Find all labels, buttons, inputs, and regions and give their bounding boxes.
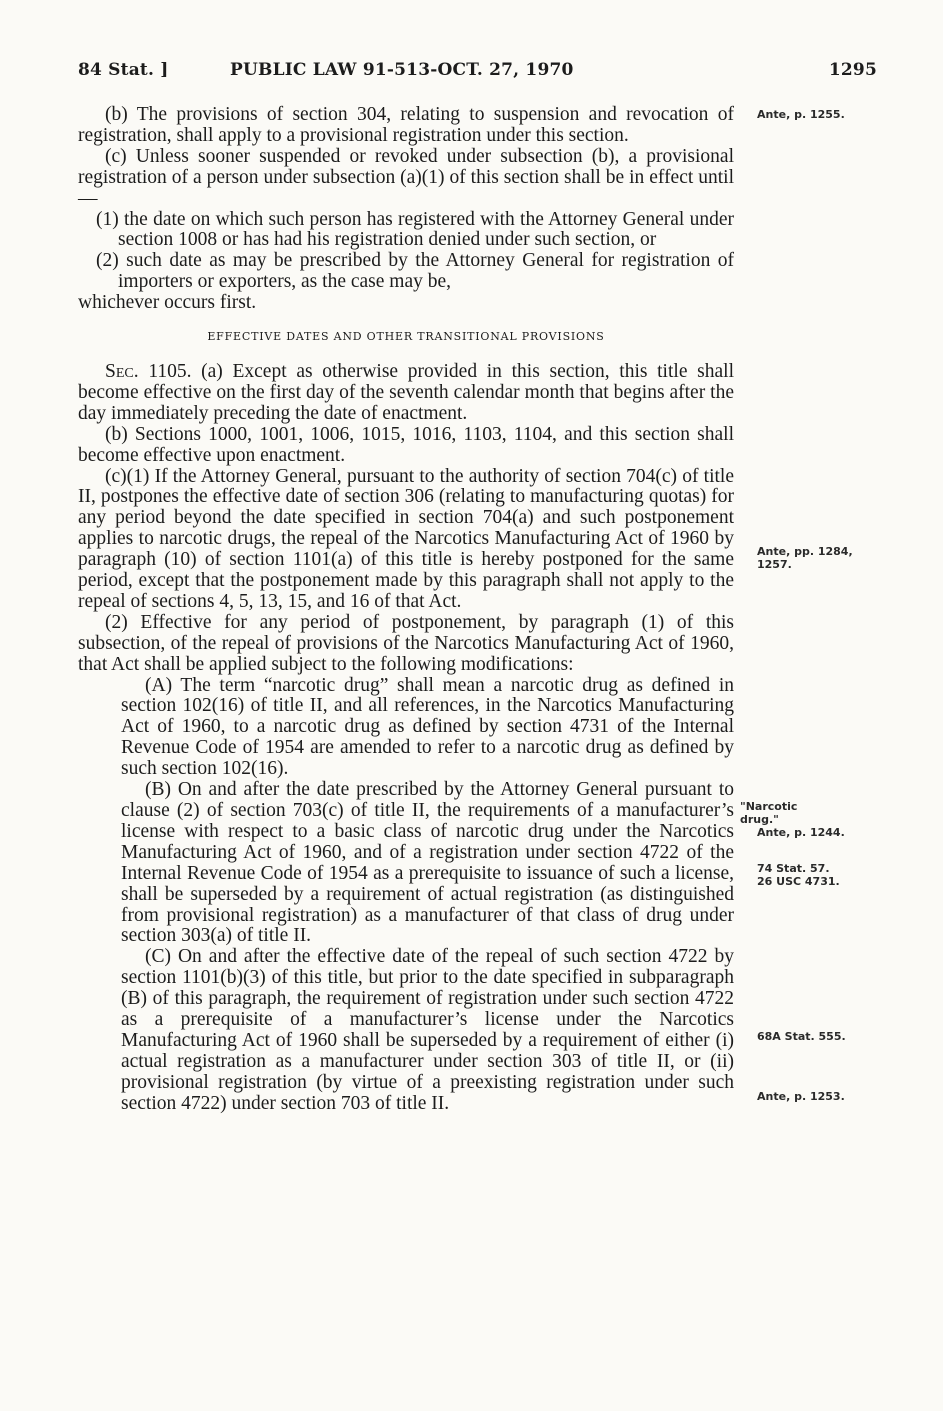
- header-volume: 84 Stat. ]: [78, 60, 169, 80]
- section-1105-b: (b) Sections 1000, 1001, 1006, 1015, 1016, 1103, 1104, and this section shall become effective upon enactment.: [78, 423, 734, 466]
- subparagraph-c: (C) On and after the effective date of the repeal of such section 4722 by section 1101(b)(3) of this title, but prior to the date specified in subparagraph (B) of this paragraph, the requirement of registration under such section 4722 as a prerequisite of a manufacturer’s license under the Narcotics Manufacturing Act of 1960 shall be superseded by a requirement of either (i) actual registration as a manufacturer under section 303 of title II, or (ii) provisional registration (by virtue of a preexisting registration under such section 4722) under section 703 of title II.: [121, 946, 734, 1114]
- section-1105-a-text: 1105. (a) Except as otherwise provided in this section, this title shall become effective on the first day of the seventh calendar month that begins after the day immediately preceding the date of enactment.: [78, 360, 734, 424]
- header-page-number: 1295: [828, 60, 877, 80]
- clause-1: (1) the date on which such person has registered with the Attorney General under section 1008 or has had his registration denied under such section, or: [96, 208, 734, 251]
- section-heading: EFFECTIVE DATES AND OTHER TRANSITIONAL PROVISIONS: [207, 330, 605, 344]
- margin-note-68a-stat: 68A Stat. 555.: [757, 1030, 846, 1043]
- margin-note-ante-1284: Ante, pp. 1284, 1257.: [757, 545, 853, 571]
- header-title: PUBLIC LAW 91-513-OCT. 27, 1970: [230, 60, 574, 80]
- margin-note-narcotic-drug: "Narcotic drug.": [740, 800, 798, 826]
- subparagraph-a: (A) The term “narcotic drug” shall mean a narcotic drug as defined in section 102(16) of title II, and all references, in the Narcotics Manufacturing Act of 1960, to a narcotic drug as defined by section 4731 of the Internal Revenue Code of 1954 are amended to refer to a narcotic drug as defined by such section 102(16).: [121, 674, 734, 780]
- section-1105-c-1: (c)(1) If the Attorney General, pursuant to the authority of section 704(c) of title II, postpones the effective date of section 306 (relating to manufacturing quotas) for any period beyond the date specified in section 704(a) and such postponement applies to narcotic drugs, the repeal of the Narcotics Manufacturing Act of 1960 by paragraph (10) of section 1101(a) of this title is hereby postponed for the same period, except that the postponement made by this paragraph shall not apply to the repeal of sections 4, 5, 13, 15, and 16 of that Act.: [78, 465, 734, 612]
- margin-note-ante-1253: Ante, p. 1253.: [757, 1090, 845, 1103]
- margin-note-74-stat: 74 Stat. 57. 26 USC 4731.: [757, 862, 840, 888]
- paragraph-b-provisions: (b) The provisions of section 304, relating to suspension and revocation of registration, shall apply to a provisional registration under this section.: [78, 104, 734, 146]
- clause-2: (2) such date as may be prescribed by the Attorney General for registration of importers or exporters, as the case may be,: [96, 250, 734, 293]
- whichever-occurs-first: whichever occurs first.: [78, 292, 257, 314]
- margin-note-ante-1255: Ante, p. 1255.: [757, 108, 845, 121]
- body-text: [78, 105, 734, 1115]
- subparagraph-b: (B) On and after the date prescribed by the Attorney General pursuant to clause (2) of section 703(c) of title II, the requirements of a manufacturer’s license with respect to a basic class of narcotic drug under the Narcotics Manufacturing Act of 1960, and of a registration under section 4722 of the Internal Revenue Code of 1954 as a prerequisite to issuance of such a license, shall be superseded by a requirement of actual registration (as distinguished from provisional registration) as a manufacturer of that class of drug under section 303(a) of title II.: [121, 779, 734, 947]
- section-label: Sec.: [105, 360, 139, 382]
- paragraph-c-unless: (c) Unless sooner suspended or revoked under subsection (b), a provisional registration of a person under subsection (a)(1) of this section shall be in effect until—: [78, 145, 734, 209]
- margin-note-ante-1244: Ante, p. 1244.: [757, 826, 845, 839]
- section-1105-a: [78, 362, 734, 425]
- section-1105-c-2: (2) Effective for any period of postponement, by paragraph (1) of this subsection, of the repeal of provisions of the Narcotics Manufacturing Act of 1960, that Act shall be applied subject to the following modifications:: [78, 611, 734, 675]
